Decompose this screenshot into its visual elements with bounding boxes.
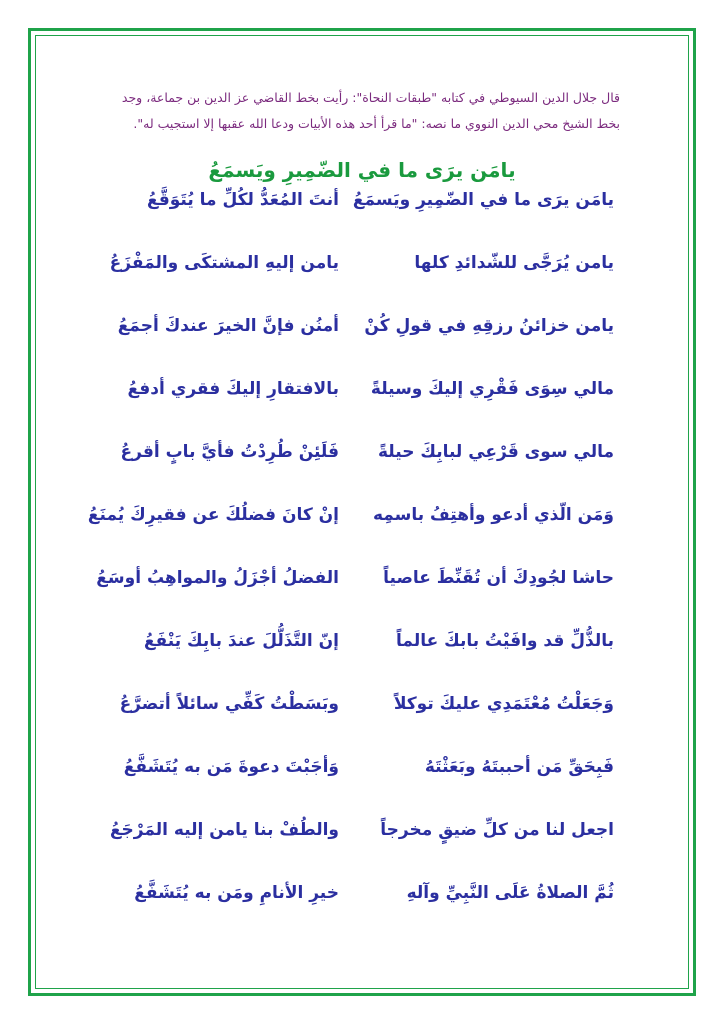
verse-first-hemistich: يامَن يرَى ما في الضّمِيرِ ويَسمَعُ [352, 190, 614, 210]
poem-title: يامَن يرَى ما في الضّمِيرِ ويَسمَعُ [208, 158, 516, 182]
verse-second-hemistich: إنّ التَّذَلُّلَ عندَ بابِكَ يَنْفَعُ [143, 631, 339, 651]
verse-second-hemistich: وبَسَطْتُ كَفِّي سائلاً أتضرَّعُ [119, 694, 339, 714]
intro-text: قال جلال الدين السيوطي في كتابه "طبقات النحاة": رأيت بخط القاضي عز الدين بن جماعة، وجد بخط الشيخ محي الدين النووي ما نصه: "ما قرأ أحد هذه الأبيات ودعا الله عقبها إلا استجيب له". [121, 90, 620, 131]
verse-8 [0, 631, 724, 671]
verse-12 [0, 883, 724, 923]
verse-3 [0, 316, 724, 356]
verse-first-hemistich: ثُمَّ الصلاةُ عَلَى النَّبِيِّ وآلهِ [406, 883, 614, 903]
verse-first-hemistich: وَجَعَلْتُ مُعْتَمَدِي عليكَ توكلاً [393, 694, 614, 714]
verse-5 [0, 442, 724, 482]
verse-first-hemistich: فَبِحَقِّ مَن أحببتَهُ وبَعَثْتَهُ [424, 757, 614, 777]
verse-second-hemistich: أمنُن فإنَّ الخيرَ عندكَ أجمَعُ [117, 316, 339, 336]
verse-second-hemistich: خيرِ الأنامِ ومَن به يُتَشَفَّعُ [134, 883, 339, 903]
verse-2 [0, 253, 724, 293]
verse-second-hemistich: أنتَ المُعَدُّ لكُلِّ ما يُتَوَقَّعُ [147, 190, 339, 210]
verse-first-hemistich: يامن يُرَجَّى للشّدائدِ كلها [414, 253, 614, 273]
verse-4 [0, 379, 724, 419]
verse-second-hemistich: فَلَئِنْ طُرِدْتُ فأيَّ بابٍ أقرعُ [120, 442, 339, 462]
verse-1 [0, 190, 724, 230]
verse-second-hemistich: يامن إليهِ المشتكَى والمَفْزَعُ [109, 253, 339, 273]
verse-second-hemistich: بالافتقارِ إليكَ فقري أدفعُ [127, 379, 339, 399]
verse-first-hemistich: مالي سوى قَرْعِي لبابِكَ حيلةً [378, 442, 614, 462]
verse-first-hemistich: وَمَن الّذي أدعو وأهتِفُ باسمِه [372, 505, 614, 525]
verse-9 [0, 694, 724, 734]
verse-11 [0, 820, 724, 860]
verse-second-hemistich: وَأجَبْتَ دعوةَ مَن به يُتَشَفَّعُ [123, 757, 339, 777]
verse-second-hemistich: إنْ كانَ فضلُكَ عن فقيرِكَ يُمنَعُ [87, 505, 339, 525]
verse-first-hemistich: حاشا لجُودِكَ أن تُقَنِّطَ عاصياً [383, 568, 614, 588]
verse-second-hemistich: الفضلُ أجْزَلُ والمواهِبُ أوسَعُ [96, 568, 339, 588]
verse-second-hemistich: والطُفْ بنا يامن إليه المَرْجَعُ [109, 820, 339, 840]
verse-6 [0, 505, 724, 545]
verse-7 [0, 568, 724, 608]
verse-first-hemistich: مالي سِوَى فَقْرِي إليكَ وسيلةً [370, 379, 614, 399]
verse-first-hemistich: بالذُّلِّ قد وافَيْتُ بابكَ عالماً [396, 631, 614, 651]
verse-first-hemistich: اجعل لنا من كلِّ ضيقٍ مخرجاً [380, 820, 614, 840]
verse-10 [0, 757, 724, 797]
verse-first-hemistich: يامن خزائنُ رزقِهِ في قولِ كُنْ [364, 316, 614, 336]
